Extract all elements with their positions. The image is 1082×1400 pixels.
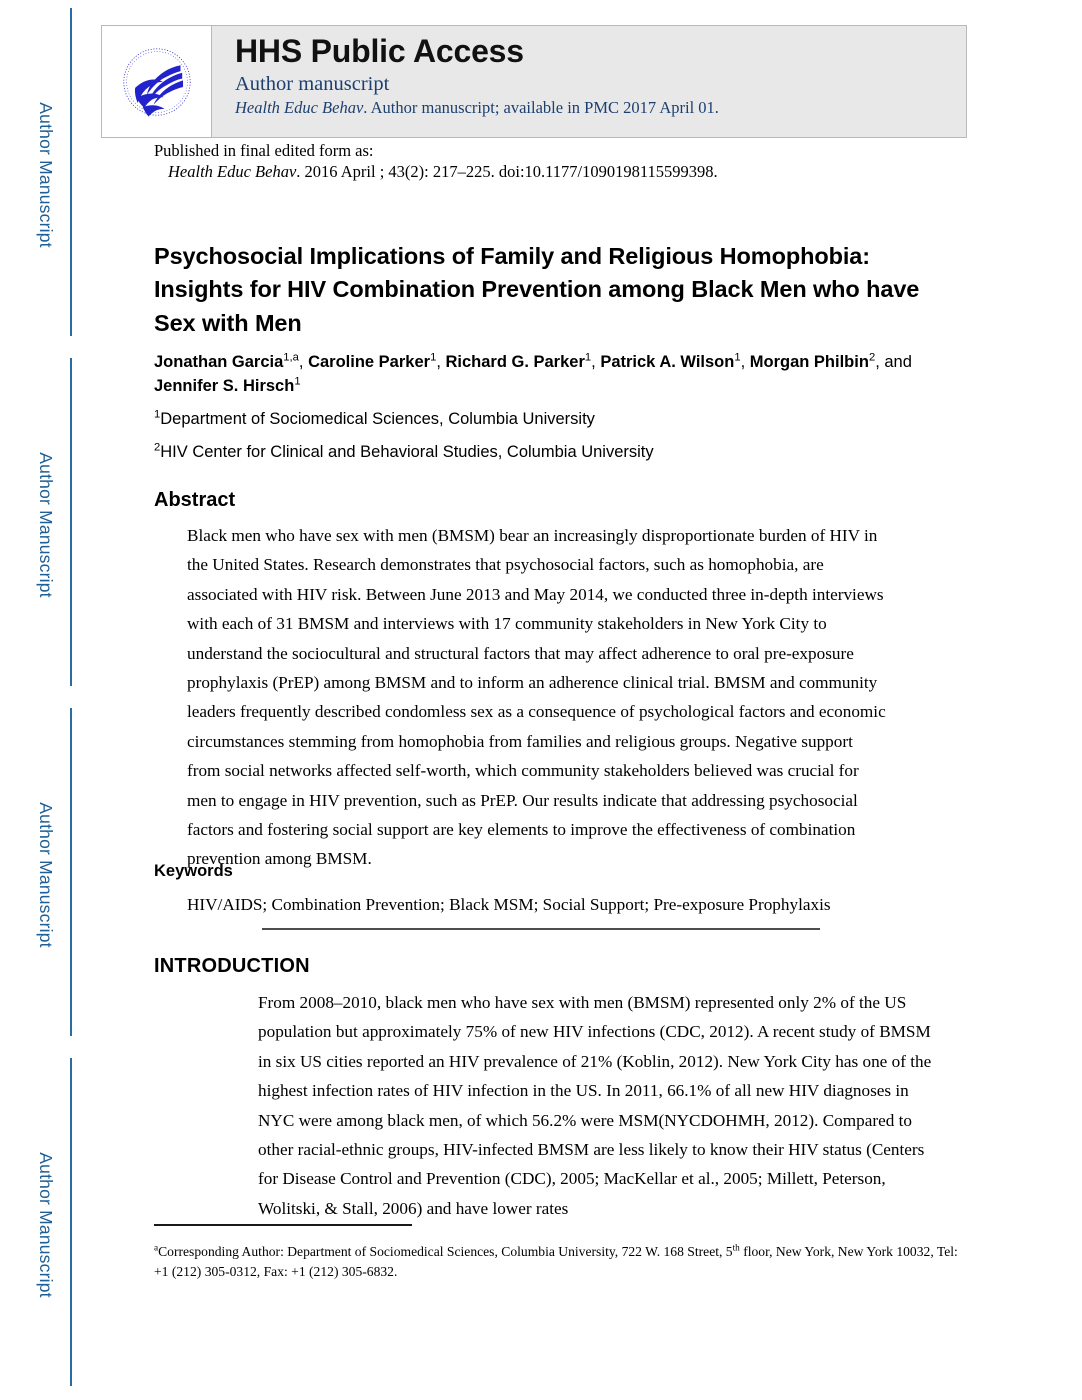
keywords-divider	[262, 928, 820, 930]
document-page	[96, 0, 1082, 1400]
rail-label-author-manuscript: Author Manuscript	[36, 102, 56, 248]
rail-label-author-manuscript: Author Manuscript	[36, 802, 56, 948]
affiliation-1	[154, 408, 944, 430]
banner-title: HHS Public Access	[235, 33, 524, 69]
footnote-marker: a	[154, 1242, 159, 1253]
affiliation-1-marker: 1	[154, 408, 161, 421]
abstract-heading: Abstract	[154, 489, 236, 511]
rail-label-author-manuscript: Author Manuscript	[36, 1152, 56, 1298]
published-journal: Health Educ Behav	[168, 162, 297, 181]
footnote-text-before: Corresponding Author: Department of Sociomedical Sciences, Columbia University, 722 W. 168 Street, 5	[158, 1244, 733, 1259]
affiliation-2-text: HIV Center for Clinical and Behavioral Studies, Columbia University	[160, 443, 654, 461]
affiliation-1-text: Department of Sociomedical Sciences, Columbia University	[160, 410, 595, 428]
banner-citation-journal: Health Educ Behav	[235, 98, 364, 117]
hhs-logo-icon	[115, 40, 199, 124]
corresponding-author-footnote	[154, 1242, 964, 1282]
hhs-logo-cell	[102, 26, 212, 137]
affiliation-2-marker: 2	[154, 441, 161, 454]
keywords-heading: Keywords	[154, 862, 233, 880]
introduction-text: From 2008–2010, black men who have sex with men (BMSM) represented only 2% of the US population but approximately 75% of new HIV infections (CDC, 2012). A recent study of BMSM in six US cities reported an HIV prevalence of 21% (Koblin, 2012). New York City has one of the highest infection rates of HIV infection in the US. In 2011, 66.1% of all new HIV diagnoses in NYC were among black men, of which 56.2% were MSM(NYCDOHMH, 2012). Compared to other racial-ethnic groups, HIV-infected BMSM are less likely to know their HIV status (Centers for Disease Control and Prevention (CDC), 2005; MacKellar et al., 2005; Millett, Peterson, Wolitski, & Stall, 2006) and have lower rates	[258, 993, 932, 1218]
abstract-text: Black men who have sex with men (BMSM) bear an increasingly disproportionate burden of HIV in the United States. Research demonstrates that psychosocial factors, such as homophobia, are associated with HIV risk. Between June 2013 and May 2014, we conducted three in-depth interviews with each of 31 BMSM and interviews with 17 community stakeholders in New York City to understand the sociocultural and structural factors that may affect adherence to oral pre-exposure prophylaxis (PrEP) among BMSM and to inform an adherence clinical trial. BMSM and community leaders frequently described condomless sex as a consequence of psychological factors and economic circumstances stemming from homophobia from families and religious groups. Negative support from social networks affected self-worth, which community stakeholders believed was crucial for men to engage in HIV prevention, such as PrEP. Our results indicate that addressing psychosocial factors and fostering social support are key elements to improve the effectiveness of combination prevention among BMSM.	[187, 526, 886, 869]
banner-subtitle: Author manuscript	[235, 73, 390, 95]
footnote-text-after: floor, New York, New York 10032, Tel: +1 (212) 305-0312, Fax: +1 (212) 305-6832.	[154, 1244, 958, 1279]
page-title: Psychosocial Implications of Family and Religious Homophobia: Insights for HIV Combination Prevention among Black Men who have Sex with Men	[154, 242, 920, 336]
banner-text-block	[212, 26, 966, 137]
banner-citation	[235, 98, 966, 118]
rail-divider	[70, 708, 72, 1036]
author-manuscript-rail	[0, 0, 78, 1400]
published-as-block	[154, 140, 954, 182]
hhs-public-access-banner	[101, 25, 967, 138]
rail-divider	[70, 8, 72, 336]
rail-divider	[70, 358, 72, 686]
author-list: Jonathan Garcia$^{1,a}$, Caroline Parker$^1$, Richard G. Parker$^1$, Patrick A. Wilson$^1$, Morgan Philbin$^2$, and Jennifer S. Hirsch$^1$	[154, 351, 912, 395]
keywords-text: HIV/AIDS; Combination Prevention; Black MSM; Social Support; Pre-exposure Prophylaxis	[187, 895, 831, 914]
published-lead: Published in final edited form as:	[154, 141, 374, 160]
affiliation-2	[154, 441, 944, 463]
published-details: . 2016 April ; 43(2): 217–225. doi:10.1177/1090198115599398.	[296, 162, 718, 181]
footnote-ordinal-suffix: th	[732, 1242, 740, 1253]
published-citation	[154, 161, 954, 182]
introduction-heading: INTRODUCTION	[154, 955, 310, 977]
rail-divider	[70, 1058, 72, 1386]
rail-label-author-manuscript: Author Manuscript	[36, 452, 56, 598]
banner-citation-rest: . Author manuscript; available in PMC 2017 April 01.	[363, 98, 719, 117]
footnote-divider	[154, 1224, 412, 1226]
